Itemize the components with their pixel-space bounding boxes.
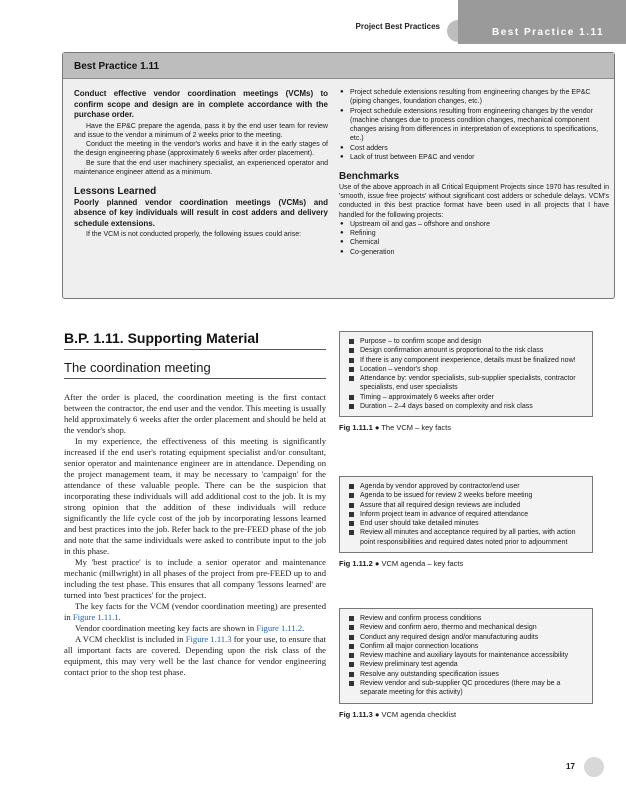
header-tab-label: Best Practice 1.11: [492, 27, 605, 38]
body-text: [64, 392, 326, 678]
box-title: Best Practice 1.11: [74, 61, 160, 72]
list-item: Review vendor and sub-supplier QC procedures (there may be a separate meeting for this activity): [348, 679, 584, 698]
figure-list: [348, 337, 584, 411]
figure-1-11-3: [339, 608, 593, 719]
list-item: ● Refining: [339, 229, 609, 238]
list-item: Review and confirm aero, thermo and mechanical design: [348, 623, 584, 632]
figure-link[interactable]: Figure 1.11.2: [256, 623, 303, 633]
figure-box: [339, 608, 593, 704]
figure-1-11-2: [339, 476, 593, 568]
text-run: .: [302, 623, 305, 633]
list-item: ● Co-generation: [339, 248, 609, 257]
list-item: Timing – approximately 6 weeks after order: [348, 393, 584, 402]
text-run: The key facts for the VCM (vendor coordination meeting) are presented in: [64, 601, 326, 622]
list-item: Agenda to be issued for review 2 weeks before meeting: [348, 491, 584, 500]
list-item: Review machine and auxiliary layouts for maintenance accessibility: [348, 651, 584, 660]
list-item: Assure that all required design reviews are included: [348, 501, 584, 510]
page-circle-decoration: [584, 757, 604, 777]
box-header: [63, 53, 614, 79]
figure-link[interactable]: Figure 1.11.1: [72, 612, 119, 622]
box-right-column: [339, 88, 609, 257]
figure-1-11-1: [339, 331, 593, 432]
list-item: ● Project schedule extensions resulting from engineering changes by the vendor (machine changes due to process condition changes, mechanical component changes arising from differences in interpretation of exceptions to specifications, etc.): [339, 107, 609, 144]
subsection-title: The coordination meeting: [64, 360, 326, 379]
book-title: Project Best Practices: [355, 22, 440, 31]
body-paragraph: [64, 601, 326, 623]
figure-link[interactable]: Figure 1.11.3: [185, 634, 232, 644]
box-lead: Conduct effective vendor coordination meetings (VCMs) to confirm scope and design are in complete accordance with the purchase order.: [74, 89, 328, 119]
list-item: ● Upstream oil and gas – offshore and onshore: [339, 220, 609, 229]
main-text-column: [64, 330, 326, 678]
list-item: Conduct any required design and/or manufacturing audits: [348, 633, 584, 642]
text-run: .: [118, 612, 121, 622]
figure-caption: Fig 1.11.2 ● VCM agenda – key facts: [339, 559, 464, 569]
page-number: 17: [566, 762, 575, 771]
list-item: Attendance by: vendor specialists, sub-supplier specialists, contractor specialists, end user specialists: [348, 374, 584, 393]
list-item: Resolve any outstanding specification issues: [348, 670, 584, 679]
list-item: Purpose – to confirm scope and design: [348, 337, 584, 346]
figure-box: [339, 331, 593, 417]
list-item: Design confirmation amount is proportional to the risk class: [348, 346, 584, 355]
box-paragraph: Be sure that the end user machinery specialist, an experienced operator and maintenance engineer attend as a minimum.: [74, 159, 328, 176]
body-paragraph: My 'best practice' is to include a senior operator and maintenance mechanic (millwright) in all phases of the project from pre-FEED up to and including the test phase. This ensures that all company 'lessons learned' are turned into 'best practices' for the project.: [64, 557, 326, 600]
list-item: Location – vendor's shop: [348, 365, 584, 374]
box-paragraph: Have the EP&C prepare the agenda, pass it by the end user team for review and issue to the vendor a minimum of 2 weeks prior to the meeting.: [74, 122, 328, 139]
projects-list: [339, 220, 609, 257]
list-item: Inform project team in advance of required attendance: [348, 510, 584, 519]
list-item: Review all minutes and acceptance required by all parties, with action point responsibilities and required dates noted prior to adjournment: [348, 528, 584, 547]
running-header: [0, 0, 626, 44]
figure-list: [348, 614, 584, 698]
list-item: Duration – 2–4 days based on complexity and risk class: [348, 402, 584, 411]
box-paragraph: Conduct the meeting in the vendor's works and have it in the early stages of the design engineering phase (approximately 6 weeks after order placement).: [74, 141, 328, 158]
issues-list: [339, 88, 609, 162]
list-item: Confirm all major connection locations: [348, 642, 584, 651]
figure-number: Fig 1.11.2: [339, 559, 373, 569]
text-run: Vendor coordination meeting key facts are shown in: [75, 623, 257, 633]
benchmarks-heading: Benchmarks: [339, 171, 400, 183]
list-item: End user should take detailed minutes: [348, 519, 584, 528]
list-item: ● Project schedule extensions resulting from engineering changes by the EP&C (piping changes, foundation changes, etc.): [339, 88, 609, 107]
figure-caption-text: VCM agenda checklist: [381, 709, 457, 719]
figure-number: Fig 1.11.1: [339, 423, 373, 433]
section-title: B.P. 1.11. Supporting Material: [64, 330, 326, 350]
text-run: for your use, to ensure that all important facts are covered. Depending upon the risk class of the equipment, this may very well be the last chance for vendor engineering contact prior to the shop test phase.: [64, 634, 326, 677]
lessons-paragraph: If the VCM is not conducted properly, the following issues could arise:: [86, 231, 302, 239]
text-run: A VCM checklist is included in: [75, 634, 186, 644]
body-paragraph: In my experience, the effectiveness of this meeting is significantly increased if the end user's rotating equipment specialist and/or consultant, senior operator and maintenance engineer are in attendance. Depending on the project management team, it may be necessary to 'campaign' for the attendance of these valuable people. There can be the suspicion that incorporating these individuals will add additional cost to the job. It is my strong opinion that the addition of these individuals will reduce significantly the life cycle cost of the job by incorporating lessons learned and best practices into the job. Refer back to the pre-FEED phase of the job and note that the same individuals were asked to contribute input to the job in this phase.: [64, 436, 326, 556]
figure-number: Fig 1.11.3: [339, 709, 373, 719]
best-practice-box: [62, 52, 615, 299]
benchmarks-text: Use of the above approach in all Critical Equipment Projects since 1970 has resulted in 'smooth, issue free projects' without significant cost adders or schedule delays. VCM's conducted in this best practice format have been used in all projects that I have handled for the following projects:: [339, 183, 609, 219]
body-paragraph: [64, 634, 326, 678]
body-paragraph: After the order is placed, the coordination meeting is the first contact between the contractor, the end user and the vendor. This meeting is usually held approximately 6 weeks after the order placement and should be held at the vendor's shop.: [64, 392, 326, 435]
figure-caption-text: The VCM – key facts: [381, 423, 451, 433]
body-paragraph: [64, 623, 326, 634]
header-tab: [458, 0, 626, 44]
figure-caption-text: VCM agenda – key facts: [381, 559, 464, 569]
list-item: Agenda by vendor approved by contractor/end user: [348, 482, 584, 491]
figure-caption: Fig 1.11.1 ● The VCM – key facts: [339, 423, 451, 433]
list-item: ● Cost adders: [339, 144, 609, 153]
figure-box: [339, 476, 593, 553]
box-left-column: [74, 89, 328, 239]
list-item: Review and confirm process conditions: [348, 614, 584, 623]
list-item: ● Lack of trust between EP&C and vendor: [339, 153, 609, 162]
list-item: Review preliminary test agenda: [348, 660, 584, 669]
list-item: ● Chemical: [339, 238, 609, 247]
list-item: If there is any component inexperience, details must be finalized now!: [348, 356, 584, 365]
figure-caption: Fig 1.11.3 ● VCM agenda checklist: [339, 709, 457, 719]
lessons-lead: Poorly planned vendor coordination meetings (VCMs) and absence of key individuals will result in cost adders and delivery schedule extensions.: [74, 197, 328, 228]
lessons-heading: Lessons Learned: [74, 186, 157, 198]
figure-list: [348, 482, 584, 547]
